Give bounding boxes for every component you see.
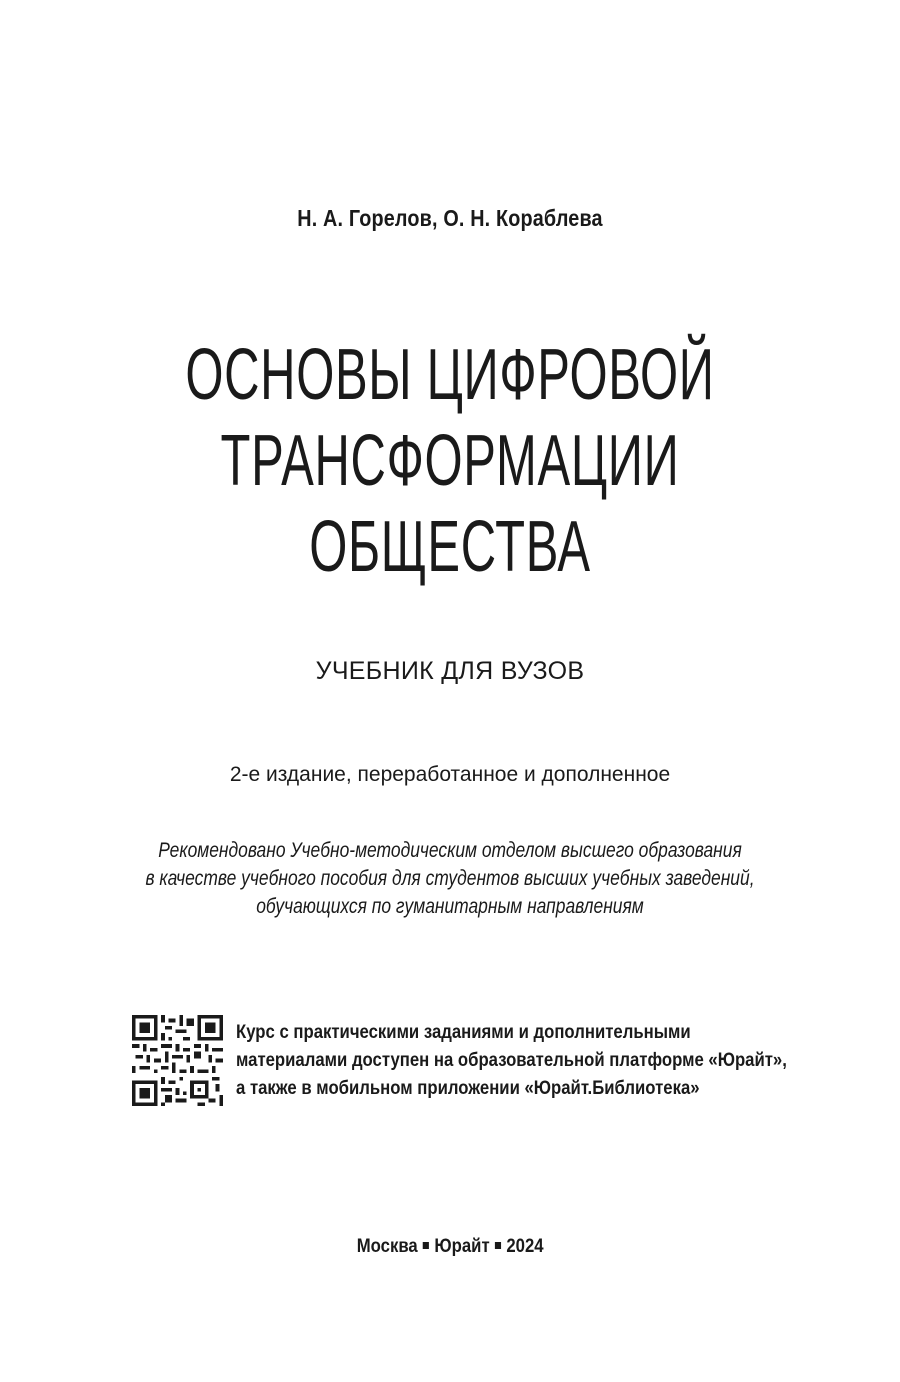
book-subtitle: УЧЕБНИК ДЛЯ ВУЗОВ	[315, 657, 585, 685]
bullet-square-icon	[423, 1242, 429, 1249]
bullet-square-icon	[495, 1242, 501, 1249]
qr-code-icon	[132, 1015, 223, 1106]
title-line-2: ТРАНСФОРМАЦИИ	[220, 421, 680, 501]
recommendation-line-1: Рекомендовано Учебно-методическим отделом высшего образования	[158, 839, 742, 862]
imprint-year: 2024	[506, 1236, 544, 1257]
recommendation-line-2: в качестве учебного пособия для студентов высших учебных заведений,	[145, 867, 755, 890]
edition-info: 2-е издание, переработанное и дополненное	[229, 763, 671, 786]
course-note-line-1: Курс с практическими заданиями и дополнительными	[236, 1022, 691, 1043]
title-line-1: ОСНОВЫ ЦИФРОВОЙ	[185, 335, 715, 415]
course-note-line-3: а также в мобильном приложении «Юрайт.Библиотека»	[236, 1078, 700, 1099]
imprint-publisher: Юрайт	[434, 1236, 490, 1257]
imprint	[0, 1236, 900, 1258]
course-note-line-2: материалами доступен на образовательной платформе «Юрайт»,	[236, 1050, 787, 1071]
authors: Н. А. Горелов, О. Н. Кораблева	[297, 205, 603, 231]
title-line-3: ОБЩЕСТВА	[309, 507, 591, 587]
course-note	[236, 1019, 856, 1103]
imprint-city: Москва	[356, 1236, 418, 1257]
recommendation-line-3: обучающихся по гуманитарным направлениям	[256, 895, 644, 918]
recommendation	[0, 837, 900, 921]
book-title	[0, 332, 900, 590]
